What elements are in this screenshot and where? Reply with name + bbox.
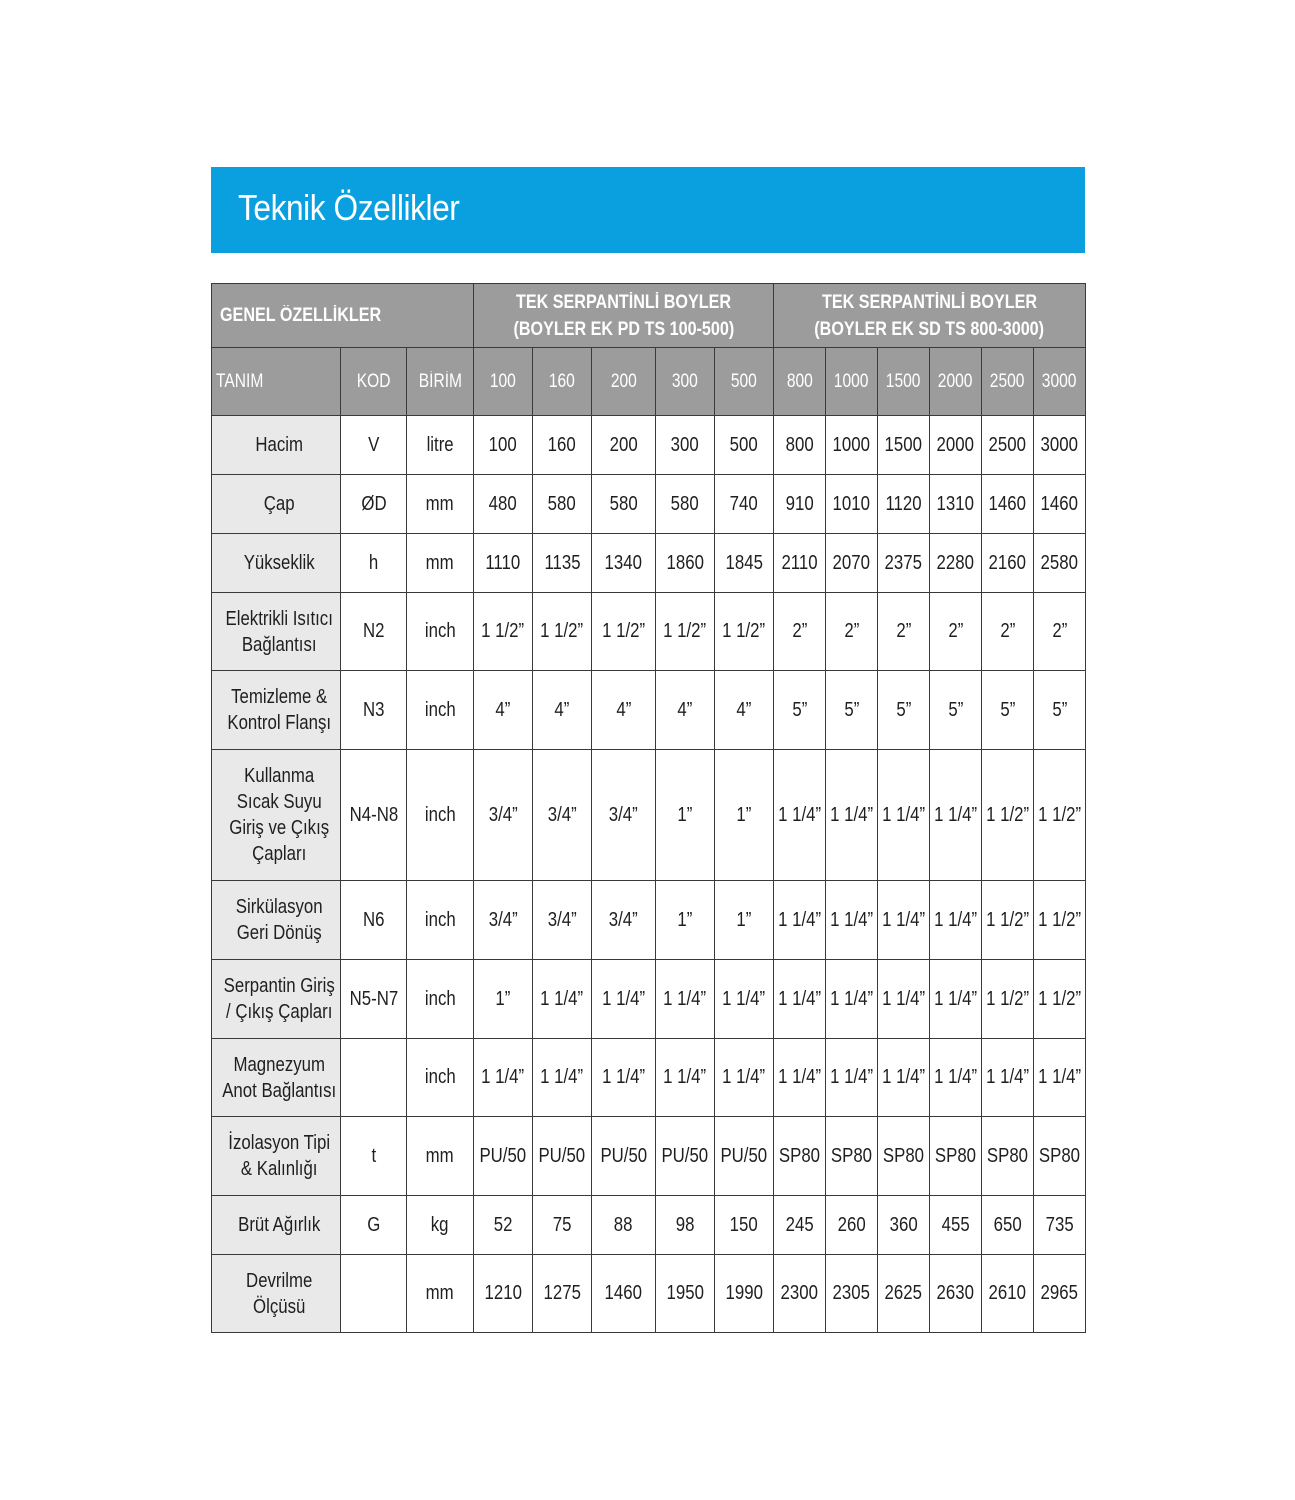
row-kod: N6 (341, 881, 407, 960)
value-cell: 52 (474, 1196, 533, 1255)
value-cell: 100 (474, 416, 533, 475)
row-label: Kullanma Sıcak Suyu Giriş ve Çıkış Çapları (212, 750, 341, 881)
value-cell: 3/4” (474, 881, 533, 960)
value-cell: 1010 (826, 475, 878, 534)
value-cell: 200 (592, 416, 656, 475)
row-kod: N2 (341, 593, 407, 671)
value-cell: 2305 (826, 1255, 878, 1333)
spec-table (211, 283, 1086, 1333)
value-cell: 1 1/2” (1034, 881, 1086, 960)
row-label: Sirkülasyon Geri Dönüş (212, 881, 341, 960)
row-label: Hacim (212, 416, 341, 475)
table-row (212, 1196, 1086, 1255)
value-cell: 1210 (474, 1255, 533, 1333)
value-cell: PU/50 (592, 1117, 656, 1196)
row-label: Çap (212, 475, 341, 534)
value-cell: 740 (715, 475, 774, 534)
value-cell: 1 1/4” (774, 881, 826, 960)
value-cell: 1120 (878, 475, 930, 534)
value-cell: 3/4” (592, 881, 656, 960)
value-cell: 160 (533, 416, 592, 475)
value-cell: 1 1/4” (878, 881, 930, 960)
value-cell: 5” (930, 671, 982, 750)
row-birim: mm (407, 1255, 474, 1333)
row-label: Yükseklik (212, 534, 341, 593)
value-cell: 5” (826, 671, 878, 750)
value-cell: 3/4” (592, 750, 656, 881)
value-cell: 1 1/4” (878, 750, 930, 881)
value-cell: 4” (533, 671, 592, 750)
row-kod: ØD (341, 475, 407, 534)
value-cell: 2300 (774, 1255, 826, 1333)
row-label: Elektrikli Isıtıcı Bağlantısı (212, 593, 341, 671)
value-cell: 1” (715, 750, 774, 881)
value-cell: 5” (774, 671, 826, 750)
value-cell: 3/4” (533, 750, 592, 881)
value-cell: 1 1/4” (474, 1039, 533, 1117)
row-label: Magnezyum Anot Bağlantısı (212, 1039, 341, 1117)
value-cell: 1460 (1034, 475, 1086, 534)
value-cell: 1” (656, 881, 715, 960)
col-header-model: 100 (474, 348, 533, 416)
row-birim: mm (407, 1117, 474, 1196)
row-birim: inch (407, 1039, 474, 1117)
value-cell: 1 1/2” (982, 960, 1034, 1039)
col-header-birim: BİRİM (407, 348, 474, 416)
value-cell: PU/50 (533, 1117, 592, 1196)
value-cell: 2” (930, 593, 982, 671)
table-row (212, 416, 1086, 475)
value-cell: 480 (474, 475, 533, 534)
value-cell: 1000 (826, 416, 878, 475)
general-header: GENEL ÖZELLİKLER (212, 284, 474, 348)
value-cell: 1860 (656, 534, 715, 593)
col-header-model: 3000 (1034, 348, 1086, 416)
page-title: Teknik Özellikler (238, 187, 460, 228)
value-cell: 2070 (826, 534, 878, 593)
row-birim: mm (407, 534, 474, 593)
value-cell: 1 1/4” (1034, 1039, 1086, 1117)
row-kod (341, 1255, 407, 1333)
col-header-model: 200 (592, 348, 656, 416)
value-cell: 1 1/4” (533, 960, 592, 1039)
value-cell: SP80 (826, 1117, 878, 1196)
value-cell: PU/50 (656, 1117, 715, 1196)
value-cell: 1” (656, 750, 715, 881)
value-cell: 800 (774, 416, 826, 475)
value-cell: 1 1/4” (715, 1039, 774, 1117)
table-row (212, 960, 1086, 1039)
value-cell: 1 1/4” (930, 1039, 982, 1117)
col-header-model: 1500 (878, 348, 930, 416)
table-row (212, 671, 1086, 750)
row-label: Brüt Ağırlık (212, 1196, 341, 1255)
value-cell: 1 1/4” (878, 960, 930, 1039)
value-cell: 1500 (878, 416, 930, 475)
value-cell: 1 1/4” (656, 1039, 715, 1117)
value-cell: 1 1/4” (930, 881, 982, 960)
value-cell: 650 (982, 1196, 1034, 1255)
value-cell: 4” (474, 671, 533, 750)
row-birim: mm (407, 475, 474, 534)
value-cell: 1 1/4” (592, 960, 656, 1039)
value-cell: 2500 (982, 416, 1034, 475)
value-cell: 2000 (930, 416, 982, 475)
value-cell: SP80 (982, 1117, 1034, 1196)
value-cell: 1 1/2” (1034, 960, 1086, 1039)
row-kod (341, 1039, 407, 1117)
col-header-model: 160 (533, 348, 592, 416)
value-cell: 580 (656, 475, 715, 534)
row-label: Devrilme Ölçüsü (212, 1255, 341, 1333)
value-cell: 1 1/2” (1034, 750, 1086, 881)
value-cell: 1845 (715, 534, 774, 593)
row-birim: inch (407, 881, 474, 960)
value-cell: 1 1/4” (982, 1039, 1034, 1117)
value-cell: 5” (1034, 671, 1086, 750)
row-kod: N4-N8 (341, 750, 407, 881)
value-cell: 4” (656, 671, 715, 750)
value-cell: 1” (715, 881, 774, 960)
row-kod: N5-N7 (341, 960, 407, 1039)
value-cell: SP80 (930, 1117, 982, 1196)
value-cell: 1 1/4” (930, 960, 982, 1039)
value-cell: 1 1/4” (656, 960, 715, 1039)
value-cell: 2630 (930, 1255, 982, 1333)
col-header-tanim: TANIM (212, 348, 341, 416)
col-header-model: 2500 (982, 348, 1034, 416)
value-cell: 1 1/4” (774, 960, 826, 1039)
value-cell: 1460 (982, 475, 1034, 534)
value-cell: 1340 (592, 534, 656, 593)
value-cell: 1 1/4” (878, 1039, 930, 1117)
col-header-model: 1000 (826, 348, 878, 416)
value-cell: 1 1/4” (826, 1039, 878, 1117)
group-header-pd: TEK SERPANTİNLİ BOYLER (BOYLER EK PD TS 100-500) (474, 284, 774, 348)
value-cell: 360 (878, 1196, 930, 1255)
column-header-row (212, 348, 1086, 416)
value-cell: 2375 (878, 534, 930, 593)
value-cell: 580 (533, 475, 592, 534)
value-cell: 245 (774, 1196, 826, 1255)
table-row (212, 593, 1086, 671)
value-cell: 1135 (533, 534, 592, 593)
value-cell: 2” (826, 593, 878, 671)
row-label: Temizleme & Kontrol Flanşı (212, 671, 341, 750)
value-cell: 500 (715, 416, 774, 475)
value-cell: 1 1/4” (826, 750, 878, 881)
value-cell: 2110 (774, 534, 826, 593)
value-cell: 1 1/2” (982, 881, 1034, 960)
col-header-model: 2000 (930, 348, 982, 416)
row-label: İzolasyon Tipi & Kalınlığı (212, 1117, 341, 1196)
value-cell: 75 (533, 1196, 592, 1255)
group-header-sd: TEK SERPANTİNLİ BOYLER (BOYLER EK SD TS 800-3000) (774, 284, 1086, 348)
row-kod: V (341, 416, 407, 475)
value-cell: 735 (1034, 1196, 1086, 1255)
value-cell: 1 1/2” (715, 593, 774, 671)
row-birim: inch (407, 750, 474, 881)
value-cell: 2625 (878, 1255, 930, 1333)
value-cell: 260 (826, 1196, 878, 1255)
value-cell: 1460 (592, 1255, 656, 1333)
value-cell: 3/4” (474, 750, 533, 881)
value-cell: 1990 (715, 1255, 774, 1333)
value-cell: 4” (715, 671, 774, 750)
value-cell: 1” (474, 960, 533, 1039)
value-cell: 3/4” (533, 881, 592, 960)
value-cell: 1 1/2” (982, 750, 1034, 881)
value-cell: 150 (715, 1196, 774, 1255)
col-header-model: 500 (715, 348, 774, 416)
value-cell: 1950 (656, 1255, 715, 1333)
row-label: Serpantin Giriş / Çıkış Çapları (212, 960, 341, 1039)
value-cell: 1 1/4” (826, 881, 878, 960)
row-birim: inch (407, 960, 474, 1039)
table-row (212, 881, 1086, 960)
col-header-kod: KOD (341, 348, 407, 416)
title-banner (211, 167, 1085, 253)
value-cell: 910 (774, 475, 826, 534)
value-cell: 98 (656, 1196, 715, 1255)
value-cell: 88 (592, 1196, 656, 1255)
value-cell: PU/50 (715, 1117, 774, 1196)
col-header-model: 300 (656, 348, 715, 416)
table-row (212, 750, 1086, 881)
table-row (212, 534, 1086, 593)
row-kod: t (341, 1117, 407, 1196)
row-birim: inch (407, 671, 474, 750)
value-cell: 1 1/4” (592, 1039, 656, 1117)
table-row (212, 1255, 1086, 1333)
value-cell: 1 1/4” (930, 750, 982, 881)
value-cell: 1 1/4” (774, 750, 826, 881)
table-row (212, 1039, 1086, 1117)
value-cell: 5” (878, 671, 930, 750)
value-cell: 1 1/2” (474, 593, 533, 671)
value-cell: 300 (656, 416, 715, 475)
value-cell: 2” (982, 593, 1034, 671)
value-cell: 3000 (1034, 416, 1086, 475)
value-cell: 2” (1034, 593, 1086, 671)
value-cell: 1 1/4” (533, 1039, 592, 1117)
value-cell: 1 1/2” (592, 593, 656, 671)
value-cell: SP80 (1034, 1117, 1086, 1196)
row-kod: h (341, 534, 407, 593)
value-cell: 1 1/2” (533, 593, 592, 671)
value-cell: SP80 (878, 1117, 930, 1196)
value-cell: 2160 (982, 534, 1034, 593)
table-row (212, 1117, 1086, 1196)
value-cell: 5” (982, 671, 1034, 750)
value-cell: 1 1/4” (774, 1039, 826, 1117)
value-cell: 1 1/4” (715, 960, 774, 1039)
value-cell: 4” (592, 671, 656, 750)
value-cell: 2965 (1034, 1255, 1086, 1333)
value-cell: PU/50 (474, 1117, 533, 1196)
col-header-model: 800 (774, 348, 826, 416)
table-row (212, 475, 1086, 534)
value-cell: 1 1/4” (826, 960, 878, 1039)
row-kod: N3 (341, 671, 407, 750)
value-cell: SP80 (774, 1117, 826, 1196)
row-birim: inch (407, 593, 474, 671)
value-cell: 1310 (930, 475, 982, 534)
row-kod: G (341, 1196, 407, 1255)
value-cell: 580 (592, 475, 656, 534)
value-cell: 1 1/2” (656, 593, 715, 671)
value-cell: 2580 (1034, 534, 1086, 593)
value-cell: 1275 (533, 1255, 592, 1333)
row-birim: litre (407, 416, 474, 475)
value-cell: 2” (878, 593, 930, 671)
value-cell: 2610 (982, 1255, 1034, 1333)
value-cell: 2280 (930, 534, 982, 593)
value-cell: 2” (774, 593, 826, 671)
row-birim: kg (407, 1196, 474, 1255)
value-cell: 455 (930, 1196, 982, 1255)
value-cell: 1110 (474, 534, 533, 593)
